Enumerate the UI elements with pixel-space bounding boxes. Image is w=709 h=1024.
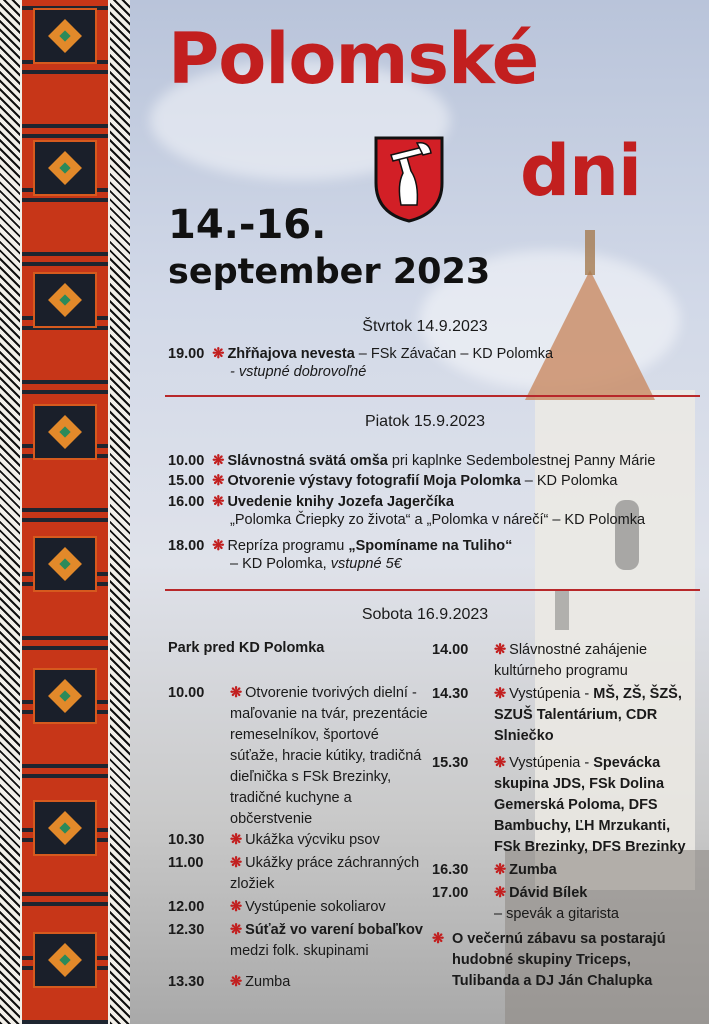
asterisk-icon: ❋: [432, 931, 445, 947]
asterisk-icon: ❋: [494, 755, 507, 771]
program-item: 16.00 ❋ Uvedenie knihy Jozefa Jagerčíka „Polomka Čriepky zo života“ a „Polomka v nárečí“ – KD Polomka: [168, 494, 646, 528]
coat-of-arms-icon: [373, 135, 445, 223]
program-item: 12.00 ❋ Vystúpenie sokoliarov: [168, 899, 386, 915]
ribbon-motif: [33, 800, 97, 856]
folk-embroidery-ribbon: [0, 0, 130, 1024]
program-item: 18.00 ❋ Repríza programu „Spomíname na Tuliho“ – KD Polomka, vstupné 5€: [168, 538, 513, 572]
asterisk-icon: ❋: [212, 453, 225, 469]
ribbon-motif: [33, 140, 97, 196]
ribbon-edge-left: [0, 0, 20, 1024]
ribbon-motif: [33, 272, 97, 328]
program-item: 16.30 ❋ Zumba: [432, 862, 557, 878]
asterisk-icon: ❋: [230, 855, 243, 871]
day-heading-thursday: Štvrtok 14.9.2023: [362, 318, 488, 335]
program-item: 13.30 ❋ Zumba: [168, 974, 291, 990]
program-item: 10.00 ❋ Slávnostná svätá omša pri kaplnke Sedembolestnej Panny Márie: [168, 453, 656, 469]
date-range: 14.-16.: [168, 202, 327, 248]
title-dni: dni: [520, 130, 641, 212]
ribbon-motif: [33, 536, 97, 592]
divider: [165, 395, 700, 397]
asterisk-icon: ❋: [494, 862, 507, 878]
asterisk-icon: ❋: [212, 473, 225, 489]
program-item: 10.00 ❋ Otvorenie tvorivých dielní - maľovanie na tvár, prezentácie remeselníkov, športové súťaže, hracie kútiky, tradičná dieľnička s FSk Brezinky, tradičné kuchyne a občerstvenie: [168, 685, 428, 827]
program-item: 15.30 ❋ Vystúpenia - Spevácka skupina JDS, FSk Dolina Gemerská Poloma, DFS Bambuchy, ĽH Mrzukanti, FSk Brezinky, DFS Brezinky: [432, 755, 686, 855]
asterisk-icon: ❋: [230, 685, 243, 701]
day-heading-friday: Piatok 15.9.2023: [364, 413, 486, 430]
asterisk-icon: ❋: [230, 832, 243, 848]
program-item: 12.30 ❋ Súťaž vo varení bobaľkov medzi folk. skupinami: [168, 922, 423, 959]
saturday-place: Park pred KD Polomka: [168, 640, 325, 656]
ribbon-motif: [33, 668, 97, 724]
title-polomske: Polomské: [168, 18, 539, 100]
asterisk-icon: ❋: [494, 642, 507, 658]
ribbon-motif: [33, 404, 97, 460]
program-item: 10.30 ❋ Ukážka výcviku psov: [168, 832, 380, 848]
asterisk-icon: ❋: [494, 885, 507, 901]
asterisk-icon: ❋: [212, 494, 225, 510]
program-item: 11.00 ❋ Ukážky práce záchranných zložiek: [168, 855, 420, 892]
program-item: 17.00 ❋ Dávid Bílek – spevák a gitarista: [432, 885, 619, 922]
day-heading-saturday: Sobota 16.9.2023: [361, 606, 489, 623]
asterisk-icon: ❋: [494, 686, 507, 702]
program-item: 19.00 ❋ Zhřňajova nevesta – FSk Závačan – KD Polomka - vstupné dobrovoľné: [168, 346, 554, 380]
date-month-year: september 2023: [168, 252, 491, 292]
asterisk-icon: ❋: [212, 538, 225, 554]
program-item: 15.00 ❋ Otvorenie výstavy fotografií Moja Polomka – KD Polomka: [168, 473, 618, 489]
saturday-right-column: [432, 640, 694, 992]
program-item: 14.00 ❋ Slávnostné zahájenie kultúrneho programu: [432, 642, 648, 679]
program-item: 14.30 ❋ Vystúpenia - MŠ, ZŠ, ŠZŠ, SZUŠ Talentárium, CDR Slniečko: [432, 686, 682, 744]
asterisk-icon: ❋: [230, 922, 243, 938]
asterisk-icon: ❋: [230, 974, 243, 990]
asterisk-icon: ❋: [230, 899, 243, 915]
ribbon-motif: [33, 8, 97, 64]
asterisk-icon: ❋: [212, 346, 225, 362]
ribbon-motif: [33, 932, 97, 988]
closing-note: ❋ O večernú zábavu sa postarajú hudobné skupiny Triceps, Tulibanda a DJ Ján Chalupka: [432, 931, 666, 989]
divider: [165, 589, 700, 591]
ribbon-edge-right: [110, 0, 130, 1024]
saturday-left-column: [168, 683, 430, 993]
